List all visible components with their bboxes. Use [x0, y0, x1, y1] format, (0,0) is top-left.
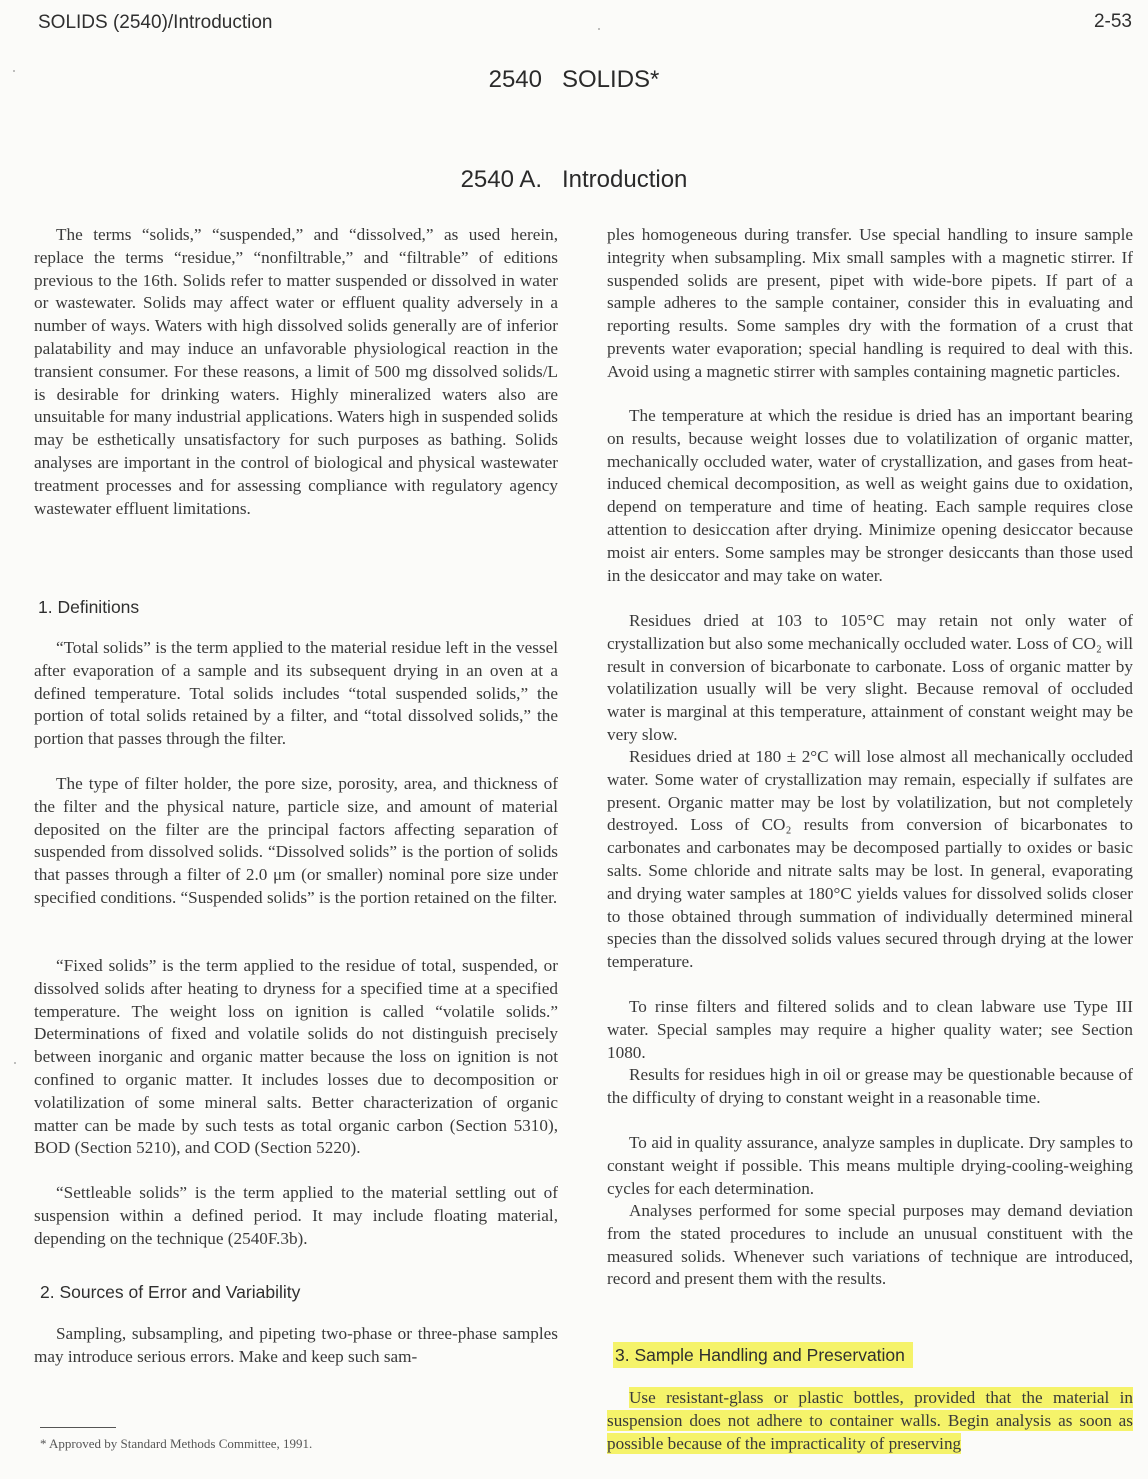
footnote: * Approved by Standard Methods Committee, 1991.: [40, 1436, 313, 1451]
highlighted-preservation-text: Use resistant-glass or plastic bottles, provided that the material in suspension does not adhere to container walls. Begin analysis as soon as possible because of the impracticality of preserving: [607, 1388, 1133, 1453]
right-paragraph-8: Analyses performed for some special purposes may demand deviation from the stated procedures to include an unusual constituent with the measured solids. Whenever such variations of technique are introduced, record and present them with the results.: [607, 1201, 1133, 1289]
right-paragraph-7: To aid in quality assurance, analyze samples in duplicate. Dry samples to constant weight if possible. This means multiple drying-cooling-weighing cycles for each determination.: [607, 1133, 1133, 1198]
heading-definitions: 1. Definitions: [38, 597, 140, 617]
intro-paragraph: The terms “solids,” “suspended,” and “dissolved,” as used herein, replace the terms “residue,” “nonfiltrable,” and “filtrable” of editions previous to the 16th. Solids refer to matter suspended or dissolved in water or wastewater. Solids may affect water or effluent quality adversely in a number of ways. Waters with high dissolved solids generally are of inferior palatability and may induce an unfavorable physiological reaction in the transient consumer. For these reasons, a limit of 500 mg dissolved solids/L is desirable for drinking waters. Highly mineralized waters also are unsuitable for many industrial applications. Waters high in suspended solids may be esthetically unsatisfactory for such purposes as bathing. Solids analyses are important in the control of biological and physical wastewater treatment processes and for assessing compliance with regulatory agency wastewater effluent limitations.: [34, 225, 558, 518]
right-paragraph-1: ples homogeneous during transfer. Use special handling to insure sample integrity when subsampling. Mix small samples with a magnetic stirrer. If suspended solids are present, pipet with wide-bore pipets. If part of a sample adheres to the sample container, consider this in evaluating and reporting results. Some samples dry with the formation of a crust that prevents water evaporation; special handling is required to deal with this. Avoid using a magnetic stirrer with samples containing magnetic particles.: [607, 225, 1133, 381]
right-paragraph-5: To rinse filters and filtered solids and to clean labware use Type III water. Special samples may require a higher quality water; see Section 1080.: [607, 997, 1133, 1062]
right-paragraph-2: The temperature at which the residue is dried has an important bearing on results, because weight losses due to volatilization of organic matter, mechanically occluded water, water of crystallization, and gases from heat-induced chemical decomposition, as well as weight gains due to oxidation, depend on temperature and time of heating. Each sample requires close attention to desiccation after drying. Minimize opening desiccator because moist air enters. Some samples may be stronger desiccants than those used in the desiccator and may take on water.: [607, 406, 1133, 585]
section-title: 2540 SOLIDS*: [488, 66, 660, 93]
scan-speck: [598, 28, 600, 30]
scan-speck: [14, 1062, 16, 1064]
definitions-paragraph-1: “Total solids” is the term applied to the material residue left in the vessel after evaporation of a sample and its subsequent drying in an oven at a defined temperature. Total solids includes “total suspended solids,” the portion of total solids retained by a filter, and “total dissolved solids,” the portion that passes through the filter.: [34, 638, 558, 749]
definitions-paragraph-3: “Fixed solids” is the term applied to the residue of total, suspended, or dissolved solids after heating to dryness for a specified time at a specified temperature. The weight loss on ignition is called “volatile solids.” Determinations of fixed and volatile solids do not distinguish precisely between inorganic and organic matter because the loss on ignition is not confined to organic matter. It includes losses due to decomposition or volatilization of some mineral salts. Better characterization of organic matter can be made by such tests as total organic carbon (Section 5310), BOD (Section 5210), and COD (Section 5220).: [34, 956, 558, 1158]
heading-sources-of-error: 2. Sources of Error and Variability: [40, 1282, 301, 1302]
scan-speck: [13, 70, 15, 72]
definitions-paragraph-2: The type of filter holder, the pore size, porosity, area, and thickness of the filter and the physical nature, particle size, and amount of material deposited on the filter are the principal factors affecting separation of suspended from dissolved solids. “Dissolved solids” is the portion of solids that passes through a filter of 2.0 μm (or smaller) nominal pore size under specified conditions. “Suspended solids” is the portion retained on the filter.: [34, 774, 558, 907]
error-paragraph-1: Sampling, subsampling, and pipeting two-phase or three-phase samples may introduce serious errors. Make and keep such sam-: [34, 1324, 558, 1366]
page-number: 2-53: [1093, 11, 1132, 32]
definitions-paragraph-4: “Settleable solids” is the term applied to the material settling out of suspension within a defined period. It may include floating material, depending on the technique (2540F.3b).: [34, 1183, 558, 1248]
right-paragraph-6: Results for residues high in oil or grease may be questionable because of the difficulty of drying to constant weight in a reasonable time.: [607, 1065, 1133, 1107]
running-head: SOLIDS (2540)/Introduction: [38, 12, 273, 33]
highlighted-heading-text: 3. Sample Handling and Preservation: [613, 1342, 913, 1368]
right-paragraph-4: Residues dried at 180 ± 2°C will lose almost all mechanically occluded water. Some water of crystallization may remain, especially if sulfates are present. Organic matter may be lost by volatilization, but not completely destroyed. Loss of CO₂ results from conversion of bicarbonates to carbonates and carbonates may be decomposed partially to oxides or basic salts. Some chloride and nitrate salts may be lost. In general, evaporating and drying water samples at 180°C yields values for dissolved solids closer to those obtained through summation of individually determined mineral species than the dissolved solids values secured through drying at the lower temperature.: [607, 747, 1133, 972]
footnote-rule: [40, 1427, 116, 1428]
right-paragraph-3: Residues dried at 103 to 105°C may retain not only water of crystallization but also some mechanically occluded water. Loss of CO₂ will result in conversion of bicarbonate to carbonate. Loss of organic matter by volatilization usually will be very slight. Because removal of occluded water is marginal at this temperature, attainment of constant weight may be very slow.: [607, 611, 1133, 744]
heading-sample-handling: [613, 1345, 913, 1366]
preservation-paragraph: [607, 1386, 1133, 1455]
subsection-title: 2540 A. Introduction: [460, 166, 688, 193]
